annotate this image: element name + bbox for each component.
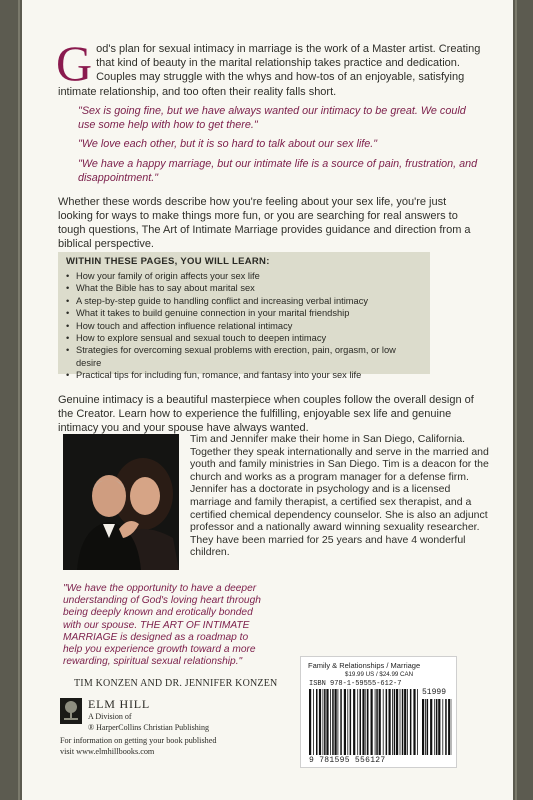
intro-block <box>56 35 482 252</box>
publisher-name: ELM HILL <box>88 697 151 711</box>
barcode-addon-bars <box>422 699 452 755</box>
publisher-info-line-1: For information on getting your book published <box>60 736 217 745</box>
elm-hill-logo-icon <box>60 698 82 724</box>
learn-title: WITHIN THESE PAGES, YOU WILL LEARN: <box>66 256 270 267</box>
learn-item: • A step-by-step guide to handling conflict and increasing verbal intimacy <box>66 295 422 307</box>
book-category: Family & Relationships / Marriage <box>308 661 421 670</box>
author-photo-image <box>63 434 179 570</box>
learn-item: • What it takes to build genuine connection in your marital friendship <box>66 307 422 319</box>
quote-1: "Sex is going fine, but we have always wanted our intimacy to be great. We could use some help with how to get there." <box>78 104 466 131</box>
publisher-division: A Division of <box>88 712 132 721</box>
learn-list <box>66 270 422 382</box>
book-price: $19.99 US / $24.99 CAN <box>345 671 414 678</box>
genuine-paragraph: Genuine intimacy is a beautiful masterpiece when couples follow the overall design of the Creator. Learn how to experience the fulfilling, enjoyable sex life and genuine intimacy you and your spouse have always wanted. <box>58 394 474 435</box>
publisher-parent: ® HarperCollins Christian Publishing <box>88 723 209 732</box>
publisher-info <box>60 736 216 757</box>
author-photo <box>63 434 179 570</box>
barcode-number: 9 781595 556127 <box>309 756 386 765</box>
author-bio: Tim and Jennifer make their home in San Diego, California. Together they speak internationally and serve in the married and youth and family ministries in San Diego. Tim is a deacon for the church and works as a program manager for a defense firm. Jennifer has a doctorate in psychology and is a licensed marriage and family therapist, a certified sex therapist, and a certified chemical dependency counselor. She is also an adjunct professor and a nationally award winning sexuality researcher. They have been married for 25 years and have 4 wonderful children. <box>190 433 489 559</box>
learn-item: • What the Bible has to say about marital sex <box>66 282 422 294</box>
learn-item: • How to explore sensual and sexual touch to deepen intimacy <box>66 332 422 344</box>
publisher-website: visit www.elmhillbooks.com <box>60 746 155 756</box>
right-edge-stripe <box>513 0 533 800</box>
isbn-text: ISBN 978-1-59555-612-7 <box>309 680 402 688</box>
author-quote: "We have the opportunity to have a deeper understanding of God's loving heart through being deeply known and erotically bonded with our spouse. THE ART OF INTIMATE MARRIAGE is designed as a roadmap to help you experience growth toward a more rewarding, spiritual sexual relationship." <box>63 583 261 668</box>
learn-item: • How your family of origin affects your sex life <box>66 270 422 282</box>
intro-text: od's plan for sexual intimacy in marriage is the work of a Master artist. Creating that kind of beauty in the marital relationship takes practice and dedication. Couples may struggle with the whys and how-tos of an enjoyable, satisfying intimate relationship, and too often their reality falls short. <box>58 43 481 98</box>
learn-item: • Practical tips for including fun, romance, and fantasy into your sex life <box>66 369 422 381</box>
author-names: TIM KONZEN AND DR. JENNIFER KONZEN <box>74 678 278 689</box>
barcode-addon-number: 51999 <box>422 688 447 697</box>
learn-item: • Strategies for overcoming sexual problems with erection, pain, orgasm, or low desire <box>66 344 422 369</box>
barcode-panel <box>300 656 457 768</box>
left-spine-stripe <box>0 0 22 800</box>
whether-paragraph: Whether these words describe how you're feeling about your sex life, you're just looking for ways to make things more fun, or you are searching for real answers to tough questions, The Art of Intimate Marriage provides guidance and direction from a biblical perspective. <box>58 195 471 251</box>
intro-paragraph <box>56 35 482 99</box>
drop-cap: G <box>56 35 93 91</box>
quote-3: "We have a happy marriage, but our intimate life is a source of pain, frustration, and disappointment." <box>78 158 478 184</box>
learn-item: • How touch and affection influence relational intimacy <box>66 320 422 332</box>
learn-box <box>58 252 430 381</box>
quote-2: "We love each other, but it is so hard to talk about our sex life." <box>78 138 378 151</box>
barcode-bars <box>309 689 419 755</box>
